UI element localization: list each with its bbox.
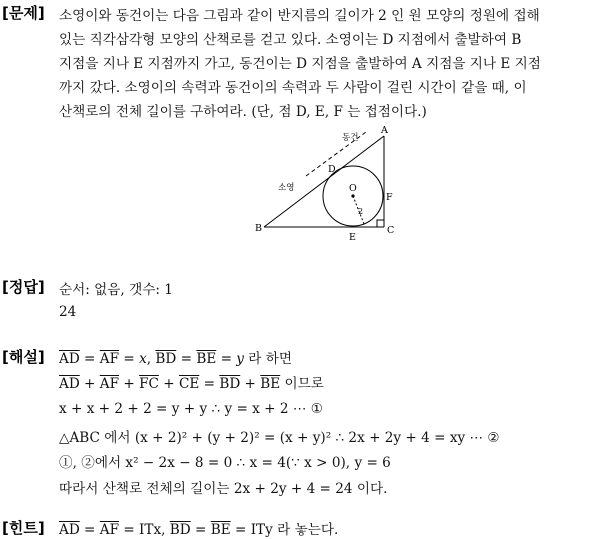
op: + [119,376,140,392]
answer-value: 24 [59,304,77,320]
var-x: x [139,351,147,367]
seg-af: $\overline{AF}$ [99,522,120,538]
label-radius: 2 [358,207,364,216]
solution-line-1 [59,347,292,367]
seg-ce: $\overline{CE}$ [178,376,200,392]
label-d: D [328,164,336,175]
solution-line-4: △ABC 에서 (x + 2)² + (y + 2)² = (x + y)² ∴ 2x + 2y + 4 = xy ⋯ ② [59,430,500,446]
seg-be: $\overline{BE}$ [210,522,231,538]
eq: = [79,522,100,538]
text: 라 하면 [243,351,293,367]
op: + [240,376,261,392]
op: + [158,376,179,392]
label-e: E [349,232,356,240]
label-c: C [387,225,395,236]
eq: = [216,351,237,367]
label-a: A [381,125,388,136]
label-f: F [386,192,393,203]
label-b: B [255,223,262,234]
answer-line-1: 순서: 없음, 갯수: 1 [59,282,173,298]
op: + [79,376,100,392]
seg-bd: $\overline{BD}$ [219,376,241,392]
var-y: y [236,351,244,367]
hint-tag: [힌트] [2,519,45,537]
seg-bd: $\overline{BD}$ [169,522,191,538]
comma: , [146,351,156,367]
label-o: O [349,183,357,194]
side-ab [264,136,384,227]
triangle-circle-figure [250,124,410,240]
solution-tag: [해설] [2,348,45,366]
seg-bd: $\overline{BD}$ [155,351,177,367]
problem-line-4: 까지 갔다. 소영이의 속력과 동건이의 속력과 두 사람이 걸린 시간이 같을 때, 이 [59,80,527,96]
seg-af: $\overline{AF}$ [99,376,120,392]
seg-ad: $\overline{AD}$ [59,522,80,538]
problem-tag: [문제] [2,4,45,22]
seg-be: $\overline{BE}$ [260,376,281,392]
text: = ITx, [119,522,170,538]
problem-line-3: 지점을 지나 E 지점까지 가고, 동건이는 D 지점을 출발하여 A 지점을 지나 E 지점 [59,56,541,72]
seg-be: $\overline{BE}$ [196,351,217,367]
label-walker-soyoung: 소영 [278,183,295,193]
seg-fc: $\overline{FC}$ [139,376,159,392]
problem-line-2: 있는 직각삼각형 모양의 산책로를 걷고 있다. 소영이는 D 지점에서 출발하여 B [59,32,522,48]
solution-line-3: x + x + 2 + 2 = y + y ∴ y = x + 2 ⋯ ① [59,401,323,417]
hint-line [59,518,338,538]
solution-line-6: 따라서 산책로 전체의 길이는 2x + 2y + 4 = 24 이다. [59,481,388,497]
text: 이므로 [280,376,324,392]
seg-ad: $\overline{AD}$ [59,376,80,392]
eq: = [190,522,211,538]
problem-line-5: 산책로의 전체 길이를 구하여라. (단, 점 D, E, F 는 접점이다.) [59,104,427,120]
seg-ad: $\overline{AD}$ [59,351,80,367]
problem-line-1: 소영이와 동건이는 다음 그림과 같이 반지름의 길이가 2 인 원 모양의 정원에 접해 [59,8,540,24]
eq: = [119,351,140,367]
solution-line-2 [59,372,324,392]
right-angle-mark [377,220,384,227]
eq: = [176,351,197,367]
answer-tag: [정답] [2,278,45,296]
eq: = [199,376,220,392]
eq: = [79,351,100,367]
seg-af: $\overline{AF}$ [99,351,120,367]
solution-line-5: ①, ②에서 x² − 2x − 8 = 0 ∴ x = 4(∵ x > 0), y = 6 [59,455,391,471]
label-walker-donggeon: 동건 [342,133,359,143]
text: = ITy 라 놓는다. [230,522,339,538]
center-point [351,194,354,197]
